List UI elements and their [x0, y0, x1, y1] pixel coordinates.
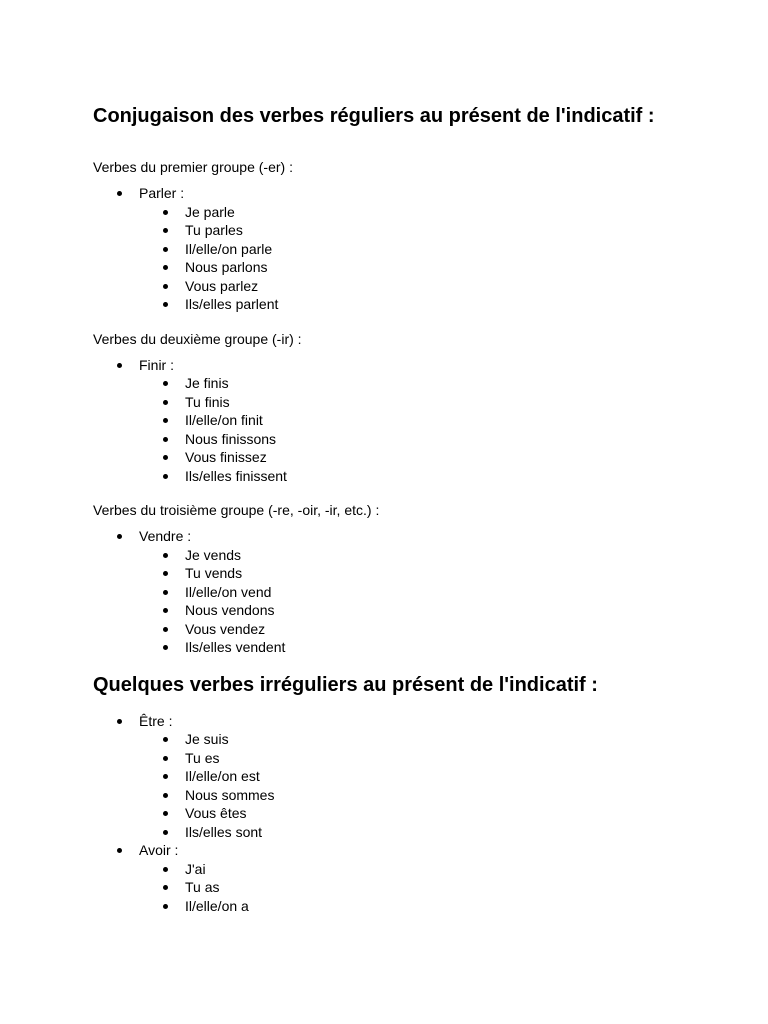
bullet-icon: [163, 590, 168, 595]
conjugation-form: Il/elle/on finit: [185, 412, 263, 428]
list-item: [139, 374, 713, 393]
list-item: [139, 638, 713, 657]
conjugation-form: Nous parlons: [185, 259, 268, 275]
bullet-icon: [163, 381, 168, 386]
section-title-regular-verbs: Conjugaison des verbes réguliers au présent de l'indicatif :: [93, 105, 655, 127]
bullet-icon: [163, 455, 168, 460]
list-item-verb-etre: [93, 712, 713, 842]
conjugation-form: Tu as: [185, 879, 220, 895]
bullet-icon: [163, 608, 168, 613]
list-item: [139, 240, 713, 259]
verb-group-second: [93, 356, 713, 486]
list-item: [139, 804, 713, 823]
list-item: [139, 601, 713, 620]
verb-group-third: [93, 527, 713, 657]
list-item: [139, 860, 713, 879]
conjugation-form: Nous vendons: [185, 602, 275, 618]
verb-name: Avoir :: [139, 842, 179, 858]
conjugation-form: Il/elle/on a: [185, 897, 249, 914]
conjugation-form: Vous êtes: [185, 805, 247, 821]
verb-name: Parler :: [139, 185, 185, 201]
document-page: [93, 104, 713, 915]
group-label-third-group: Verbes du troisième groupe (-re, -oir, -ir, etc.) :: [93, 502, 380, 518]
conjugation-form: Vous vendez: [185, 620, 266, 637]
list-item-verb-avoir: [93, 841, 713, 915]
verb-list: [93, 527, 713, 657]
bullet-icon: [163, 867, 168, 872]
conjugation-form: Je parle: [185, 203, 235, 220]
bullet-icon: [117, 848, 122, 853]
conjugation-form: Il/elle/on parle: [185, 240, 273, 257]
list-item: [139, 448, 713, 467]
list-item: [139, 564, 713, 583]
section-title-irregular-verbs: Quelques verbes irréguliers au présent de l'indicatif :: [93, 673, 598, 696]
bullet-icon: [117, 719, 122, 724]
bullet-icon: [163, 553, 168, 558]
list-item: [139, 277, 713, 296]
list-item: [139, 878, 713, 897]
bullet-icon: [163, 437, 168, 442]
group-label-first-group: Verbes du premier groupe (-er) :: [93, 159, 293, 175]
list-item: [139, 730, 713, 749]
list-item: [139, 786, 713, 805]
conjugation-form: Tu es: [185, 749, 220, 766]
list-item: [139, 823, 713, 842]
conjugation-form: Il/elle/on vend: [185, 583, 272, 600]
list-item: [139, 467, 713, 486]
bullet-icon: [163, 885, 168, 890]
conjugation-form: Il/elle/on est: [185, 768, 260, 784]
conjugation-list: [139, 374, 713, 485]
conjugation-form: Ils/elles finissent: [185, 467, 287, 484]
bullet-icon: [163, 247, 168, 252]
verb-name: Vendre :: [139, 528, 192, 544]
list-item: [139, 620, 713, 639]
conjugation-form: Vous parlez: [185, 277, 259, 294]
conjugation-list: [139, 203, 713, 314]
conjugation-list: [139, 730, 713, 841]
conjugation-form: Ils/elles sont: [185, 823, 263, 840]
list-item-verb-parler: [93, 184, 713, 314]
list-item: [139, 258, 713, 277]
group-label-second-group: Verbes du deuxième groupe (-ir) :: [93, 330, 302, 347]
list-item: [139, 411, 713, 430]
verb-list: [93, 184, 713, 314]
verb-name: Être :: [139, 712, 173, 729]
conjugation-form: Ils/elles vendent: [185, 639, 286, 655]
conjugation-list: [139, 860, 713, 916]
conjugation-form: Tu vends: [185, 565, 243, 581]
verb-group-first: [93, 184, 713, 314]
list-item-verb-vendre: [93, 527, 713, 657]
conjugation-list: [139, 546, 713, 657]
bullet-icon: [117, 191, 122, 196]
list-item: [139, 430, 713, 449]
list-item: [139, 203, 713, 222]
bullet-icon: [163, 830, 168, 835]
list-item: [139, 221, 713, 240]
bullet-icon: [163, 284, 168, 289]
bullet-icon: [163, 228, 168, 233]
conjugation-form: Je vends: [185, 546, 242, 563]
list-item: [139, 767, 713, 786]
list-item: [139, 393, 713, 412]
bullet-icon: [163, 737, 168, 742]
bullet-icon: [163, 645, 168, 650]
list-item-verb-finir: [93, 356, 713, 486]
list-item: [139, 583, 713, 602]
conjugation-form: Ils/elles parlent: [185, 296, 279, 312]
conjugation-form: Tu parles: [185, 222, 243, 238]
bullet-icon: [163, 400, 168, 405]
bullet-icon: [117, 363, 122, 368]
bullet-icon: [117, 534, 122, 539]
list-item: [139, 295, 713, 314]
conjugation-form: Je finis: [185, 375, 229, 391]
conjugation-form: Nous sommes: [185, 786, 275, 803]
bullet-icon: [163, 474, 168, 479]
bullet-icon: [163, 210, 168, 215]
bullet-icon: [163, 571, 168, 576]
bullet-icon: [163, 302, 168, 307]
conjugation-form: J'ai: [185, 860, 206, 877]
bullet-icon: [163, 756, 168, 761]
conjugation-form: Vous finissez: [185, 449, 267, 465]
list-item: [139, 749, 713, 768]
verb-list-irregular: [93, 712, 713, 916]
conjugation-form: Nous finissons: [185, 430, 277, 447]
bullet-icon: [163, 418, 168, 423]
bullet-icon: [163, 627, 168, 632]
bullet-icon: [163, 793, 168, 798]
verb-name: Finir :: [139, 356, 174, 373]
bullet-icon: [163, 904, 168, 909]
bullet-icon: [163, 811, 168, 816]
conjugation-form: Je suis: [185, 731, 229, 747]
list-item: [139, 897, 713, 916]
verb-list: [93, 356, 713, 486]
bullet-icon: [163, 265, 168, 270]
bullet-icon: [163, 774, 168, 779]
list-item: [139, 546, 713, 565]
conjugation-form: Tu finis: [185, 393, 230, 410]
